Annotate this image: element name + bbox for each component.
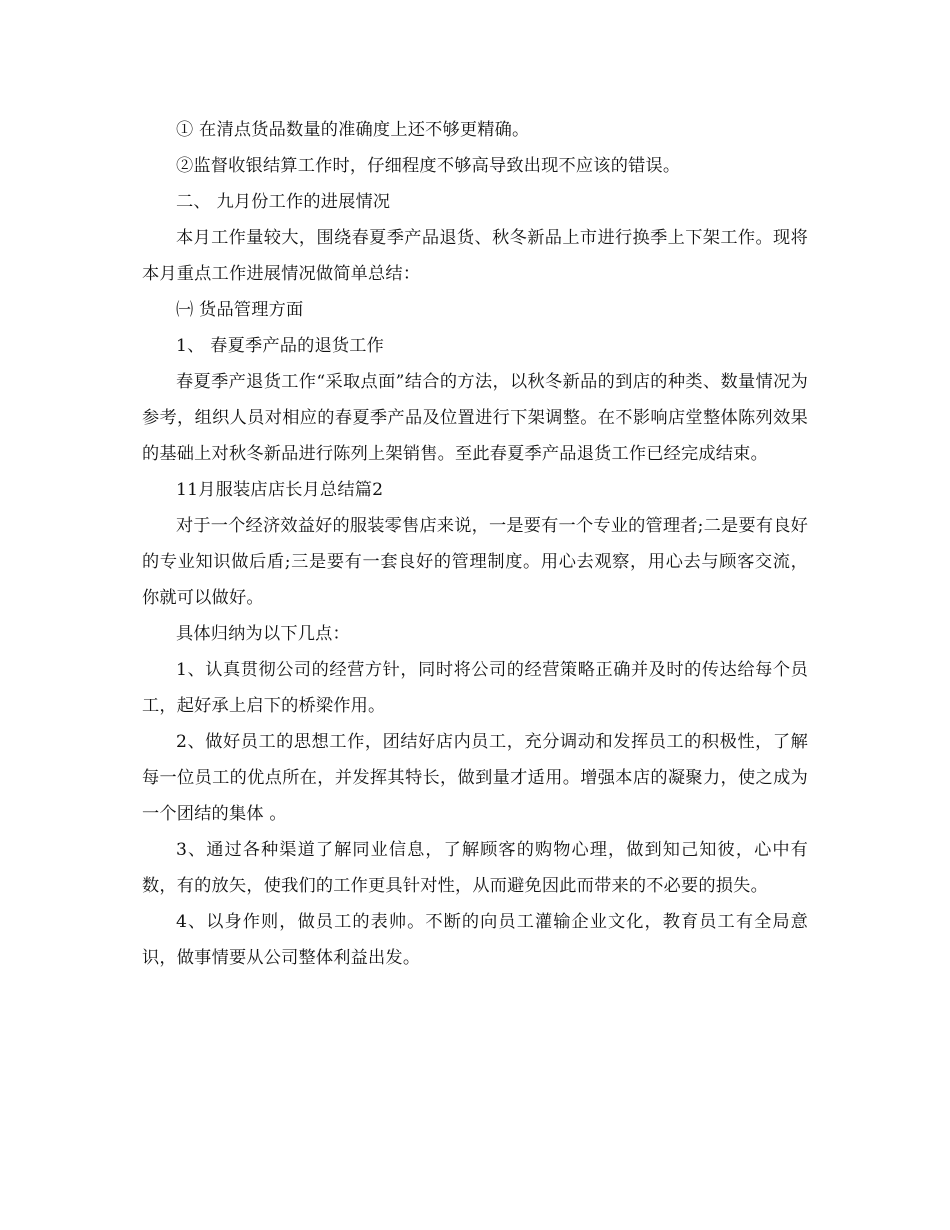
paragraph-issue-2: ②监督收银结算工作时，仔细程度不够高导致出现不应该的错误。 [176, 156, 681, 176]
paragraph-summary-lead: 具体归纳为以下几点： [176, 624, 350, 644]
list-item-4: 4、以身作则，做员工的表帅。不断的向员工灌输企业文化，教育员工有全局意识，做事情要从公司整体利益出发。 [142, 912, 808, 968]
list-item-3: 3、通过各种渠道了解同业信息，了解顾客的购物心理，做到知己知彼，心中有数，有的放矢，使我们的工作更具针对性，从而避免因此而带来的不必要的损失。 [142, 840, 808, 896]
list-item-1: 1、认真贯彻公司的经营方针，同时将公司的经营策略正确并及时的传达给每个员工，起好承上启下的桥梁作用。 [142, 660, 808, 716]
article-title-part-2: 11月服装店店长月总结篇2 [176, 480, 384, 500]
document-body [142, 112, 808, 976]
paragraph-store-intro: 对于一个经济效益好的服装零售店来说，一是要有一个专业的管理者;二是要有良好的专业知识做后盾;三是要有一套良好的管理制度。用心去观察，用心去与顾客交流，你就可以做好。 [142, 516, 808, 608]
subheading-spring-summer-returns: 1、 春夏季产品的退货工作 [176, 336, 385, 356]
list-item-2: 2、做好员工的思想工作，团结好店内员工，充分调动和发挥员工的积极性，了解每一位员工的优点所在，并发挥其特长，做到量才适用。增强本店的凝聚力，使之成为一个团结的集体 。 [142, 732, 808, 824]
paragraph-monthly-summary: 本月工作量较大，围绕春夏季产品退货、秋冬新品上市进行换季上下架工作。现将本月重点工作进展情况做简单总结： [142, 228, 808, 284]
paragraph-returns-detail: 春夏季产退货工作“采取点面”结合的方法，以秋冬新品的到店的种类、数量情况为参考，组织人员对相应的春夏季产品及位置进行下架调整。在不影响店堂整体陈列效果的基础上对秋冬新品进行陈列上架销售。至此春夏季产品退货工作已经完成结束。 [142, 372, 808, 464]
paragraph-issue-1: ① 在清点货品数量的准确度上还不够更精确。 [176, 120, 530, 140]
subheading-goods-management: ㈠ 货品管理方面 [176, 300, 304, 320]
section-heading-september-progress: 二、 九月份工作的进展情况 [176, 192, 391, 212]
